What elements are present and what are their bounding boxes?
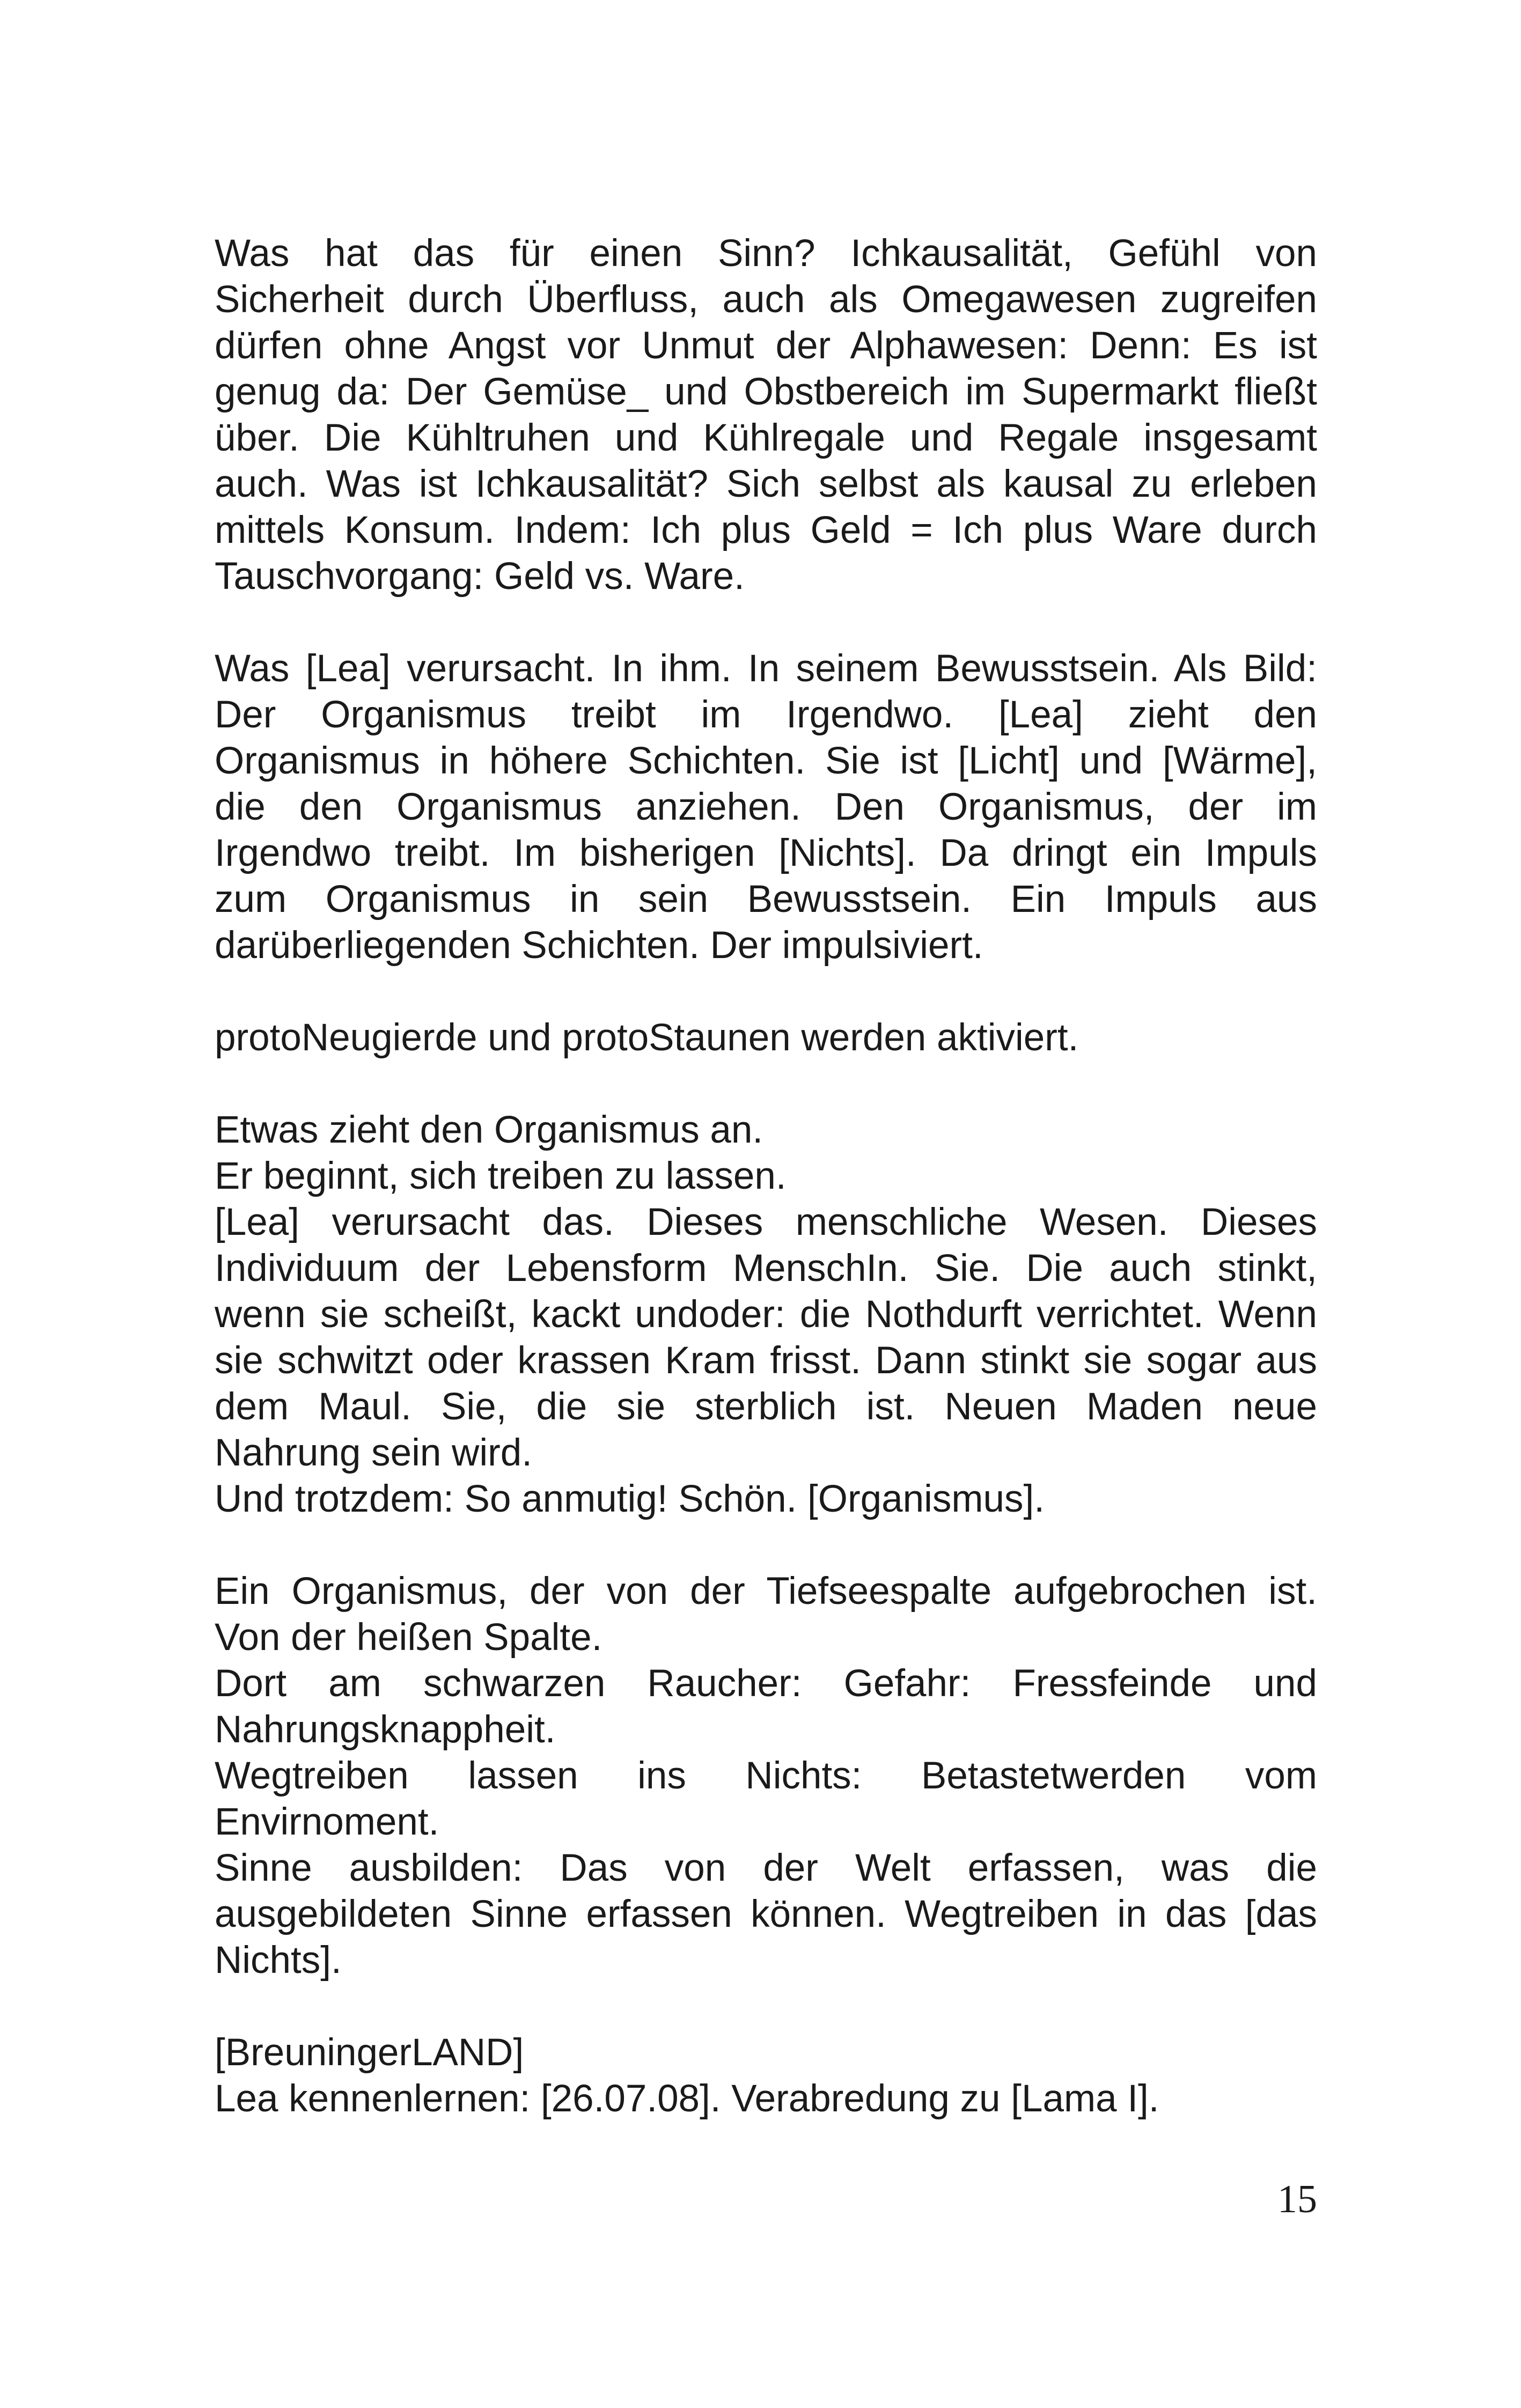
text-line: [Lea] verursacht das. Dieses menschliche Wesen. Dieses [215, 1201, 1317, 1243]
text-line: darüberliegenden Schichten. Der impulsiviert. [215, 924, 983, 967]
text-line: genug da: Der Gemüse_ und Obstbereich im Supermarkt fließt [215, 371, 1317, 413]
text-line: dürfen ohne Angst vor Unmut der Alphawesen: Denn: Es ist [215, 325, 1317, 367]
text-line: Von der heißen Spalte. [215, 1616, 602, 1659]
paragraph-1 [215, 231, 1317, 600]
paragraph-gap [215, 1522, 1317, 1568]
text-line: Ein Organismus, der von der Tiefseespalte aufgebrochen ist. [215, 1570, 1317, 1612]
paragraph-gap [215, 1061, 1317, 1107]
text-line: sie schwitzt oder krassen Kram frisst. Dann stinkt sie sogar aus [215, 1339, 1317, 1382]
text-line: Envirnoment. [215, 1801, 439, 1843]
text-line: zum Organismus in sein Bewusstsein. Ein Impuls aus [215, 878, 1317, 921]
text-line: protoNeugierde und protoStaunen werden aktiviert. [215, 1017, 1079, 1059]
text-line: Sinne ausbilden: Das von der Welt erfassen, was die [215, 1847, 1317, 1889]
paragraph-2 [215, 646, 1317, 969]
text-line: Etwas zieht den Organismus an. [215, 1109, 763, 1151]
paragraph-gap [215, 969, 1317, 1015]
text-line: Er beginnt, sich treiben zu lassen. [215, 1155, 787, 1197]
paragraph-gap [215, 600, 1317, 646]
text-line: ausgebildeten Sinne erfassen können. Wegtreiben in das [das [215, 1893, 1317, 1935]
paragraph-gap [215, 1984, 1317, 2030]
paragraph-6 [215, 2030, 1317, 2122]
text-line: Dort am schwarzen Raucher: Gefahr: Fressfeinde und [215, 1662, 1317, 1705]
text-line: Sicherheit durch Überfluss, auch als Omegawesen zugreifen [215, 278, 1317, 321]
text-line: Tauschvorgang: Geld vs. Ware. [215, 555, 745, 598]
text-line: Der Organismus treibt im Irgendwo. [Lea] zieht den [215, 694, 1317, 736]
text-line: auch. Was ist Ichkausalität? Sich selbst als kausal zu erleben [215, 463, 1317, 505]
text-line: Was hat das für einen Sinn? Ichkausalität, Gefühl von [215, 232, 1317, 275]
paragraph-4 [215, 1107, 1317, 1522]
text-line: Wegtreiben lassen ins Nichts: Betastetwerden vom [215, 1755, 1317, 1797]
text-line: Nahrungsknappheit. [215, 1709, 556, 1751]
text-line: [BreuningerLAND] [215, 2031, 524, 2074]
text-line: Und trotzdem: So anmutig! Schön. [Organismus]. [215, 1478, 1045, 1520]
text-line: Nahrung sein wird. [215, 1432, 532, 1474]
text-line: Individuum der Lebensform MenschIn. Sie. Die auch stinkt, [215, 1247, 1317, 1290]
text-line: die den Organismus anziehen. Den Organismus, der im [215, 786, 1317, 828]
text-line: wenn sie scheißt, kackt undoder: die Nothdurft verrichtet. Wenn [215, 1293, 1317, 1336]
text-line: Nichts]. [215, 1939, 342, 1982]
page-body [215, 231, 1317, 2122]
text-line: mittels Konsum. Indem: Ich plus Geld = Ich plus Ware durch [215, 509, 1317, 551]
text-line: dem Maul. Sie, die sie sterblich ist. Neuen Maden neue [215, 1386, 1317, 1428]
text-line: Was [Lea] verursacht. In ihm. In seinem Bewusstsein. Als Bild: [215, 647, 1317, 690]
paragraph-3 [215, 1015, 1317, 1061]
text-line: Organismus in höhere Schichten. Sie ist [Licht] und [Wärme], [215, 740, 1317, 782]
paragraph-5 [215, 1568, 1317, 1984]
page-number: 15 [1277, 2177, 1317, 2221]
text-line: Irgendwo treibt. Im bisherigen [Nichts]. Da dringt ein Impuls [215, 832, 1317, 874]
text-line: über. Die Kühltruhen und Kühlregale und Regale insgesamt [215, 417, 1317, 459]
text-line: Lea kennenlernen: [26.07.08]. Verabredung zu [Lama I]. [215, 2078, 1159, 2120]
